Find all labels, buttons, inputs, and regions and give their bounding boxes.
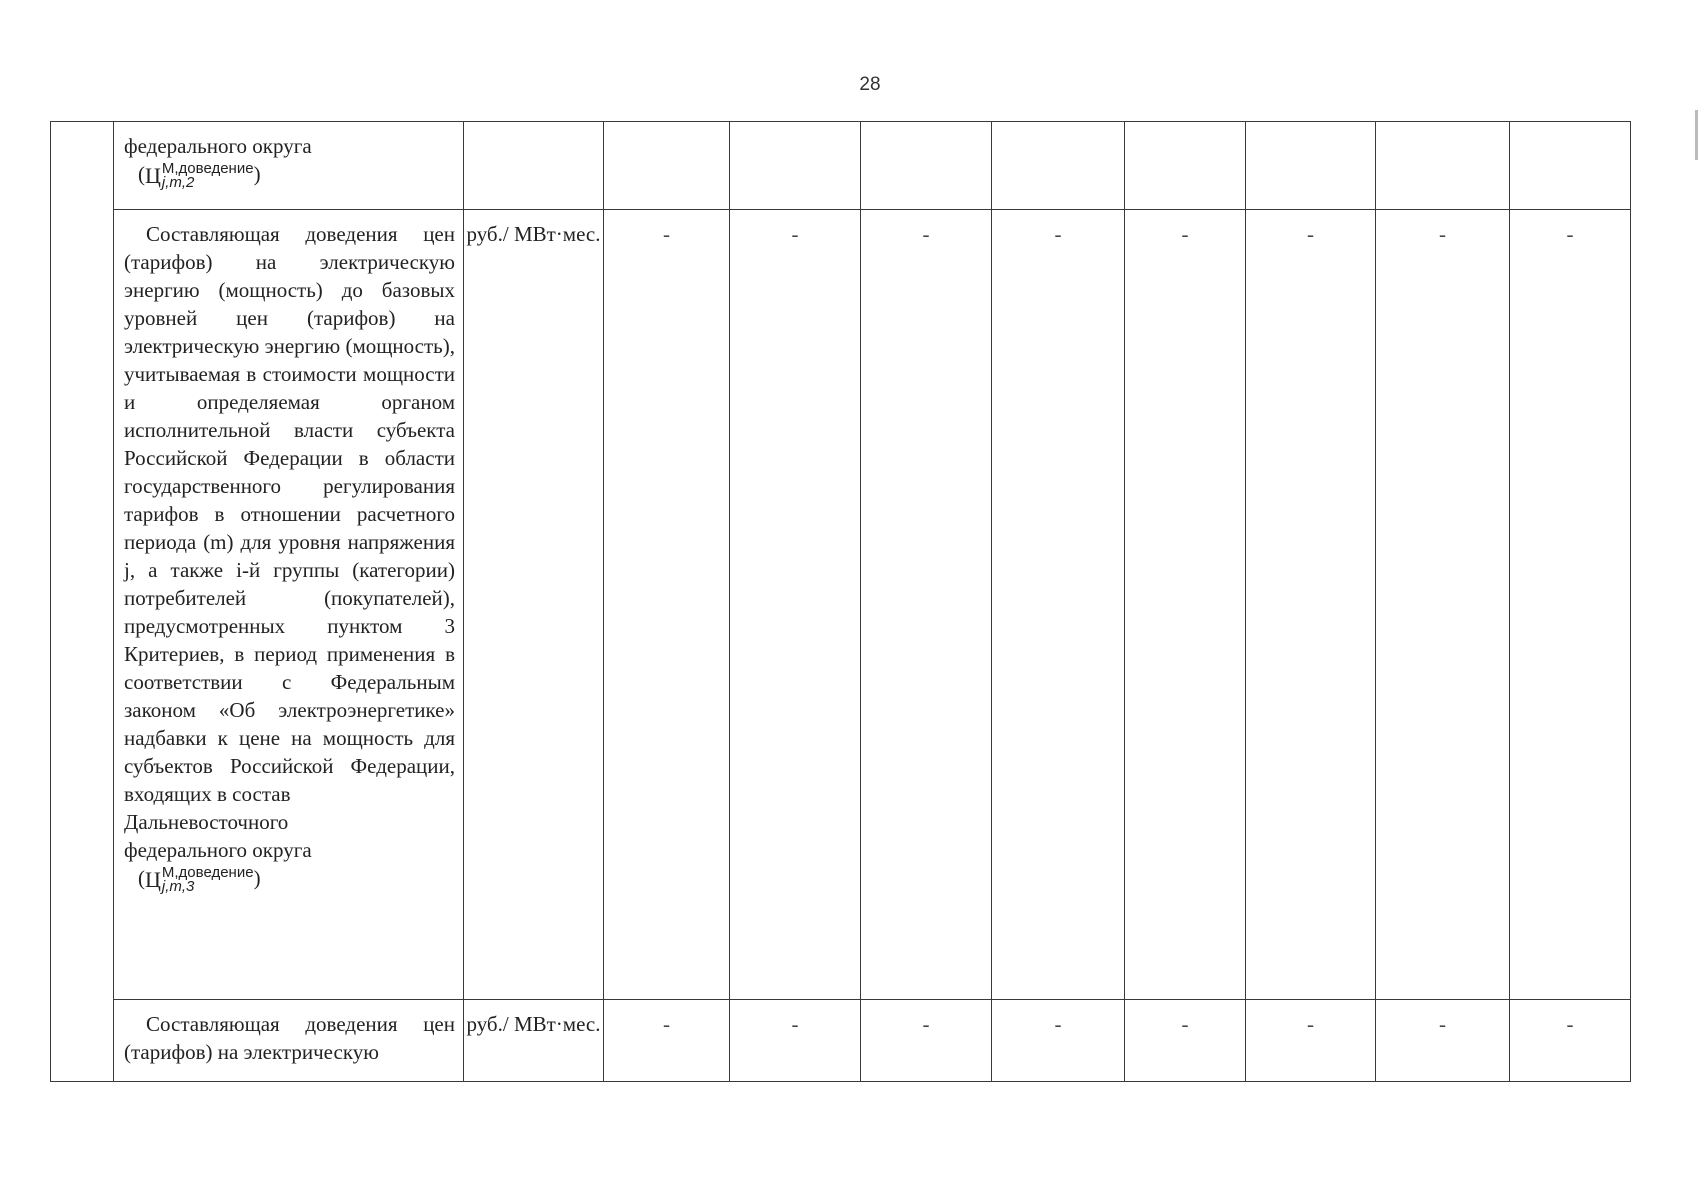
value-cell: - [1510, 210, 1631, 1000]
value-cell [1510, 122, 1631, 210]
description-cell [114, 210, 464, 1000]
value-cell [992, 122, 1125, 210]
table-row [51, 122, 1631, 210]
value-cell: - [1376, 210, 1510, 1000]
value-cell: - [1246, 210, 1376, 1000]
value-cell: - [604, 1000, 730, 1082]
description-text: Составляющая доведения цен (тарифов) на электрическую энергию (мощность) до базовых уровней цен (тарифов) на электрическую энергию (мощность), учитываемая в стоимости мощности и определяемая органом исполнительной власти субъекта Российской Федерации в области государственного регулирования тарифов в отношении расчетного периода (m) для уровня напряжения j, а также i-й группы (категории) потребителей (покупателей), предусмотренных пунктом 3 Критериев, в период применения в соответствии с Федеральным законом «Об электроэнергетике» надбавки к цене на мощность для субъектов Российской Федерации, входящих в состав [124, 222, 455, 806]
value-cell: - [992, 210, 1125, 1000]
formula-superscript: М,доведение [161, 864, 254, 882]
description-cell [114, 1000, 464, 1082]
description-text: Составляющая доведения цен (тарифов) на электрическую [124, 1012, 455, 1064]
description-text: федерального округа [124, 134, 312, 158]
tariff-table [50, 121, 1631, 1082]
value-cell: - [992, 1000, 1125, 1082]
value-cell: - [1125, 1000, 1246, 1082]
unit-cell: руб./ МВт·мес. [464, 1000, 604, 1082]
value-cell: - [1246, 1000, 1376, 1082]
page-number: 28 [859, 74, 881, 95]
value-cell [1246, 122, 1376, 210]
table-row [51, 210, 1631, 1000]
row-number-cell [51, 122, 114, 1082]
formula-subscript: j,m,2 [161, 174, 195, 192]
value-cell: - [730, 1000, 861, 1082]
value-cell [604, 122, 730, 210]
value-cell: - [861, 1000, 992, 1082]
value-cell: - [1125, 210, 1246, 1000]
table-row [51, 1000, 1631, 1082]
description-tail: федерального округа [124, 838, 312, 862]
value-cell [730, 122, 861, 210]
value-cell [1125, 122, 1246, 210]
value-cell: - [861, 210, 992, 1000]
formula-subscript: j,m,3 [161, 878, 195, 896]
value-cell: - [1376, 1000, 1510, 1082]
formula: (ЦМ,доведение j,m,2 ) [138, 160, 261, 192]
description-tail: Дальневосточного [124, 810, 289, 834]
formula: (ЦМ,доведение j,m,3 ) [138, 864, 261, 896]
unit-cell [464, 122, 604, 210]
formula-superscript: М,доведение [161, 160, 254, 178]
value-cell: - [604, 210, 730, 1000]
value-cell: - [730, 210, 861, 1000]
value-cell: - [1510, 1000, 1631, 1082]
unit-cell: руб./ МВт·мес. [464, 210, 604, 1000]
value-cell [861, 122, 992, 210]
description-cell [114, 122, 464, 210]
value-cell [1376, 122, 1510, 210]
